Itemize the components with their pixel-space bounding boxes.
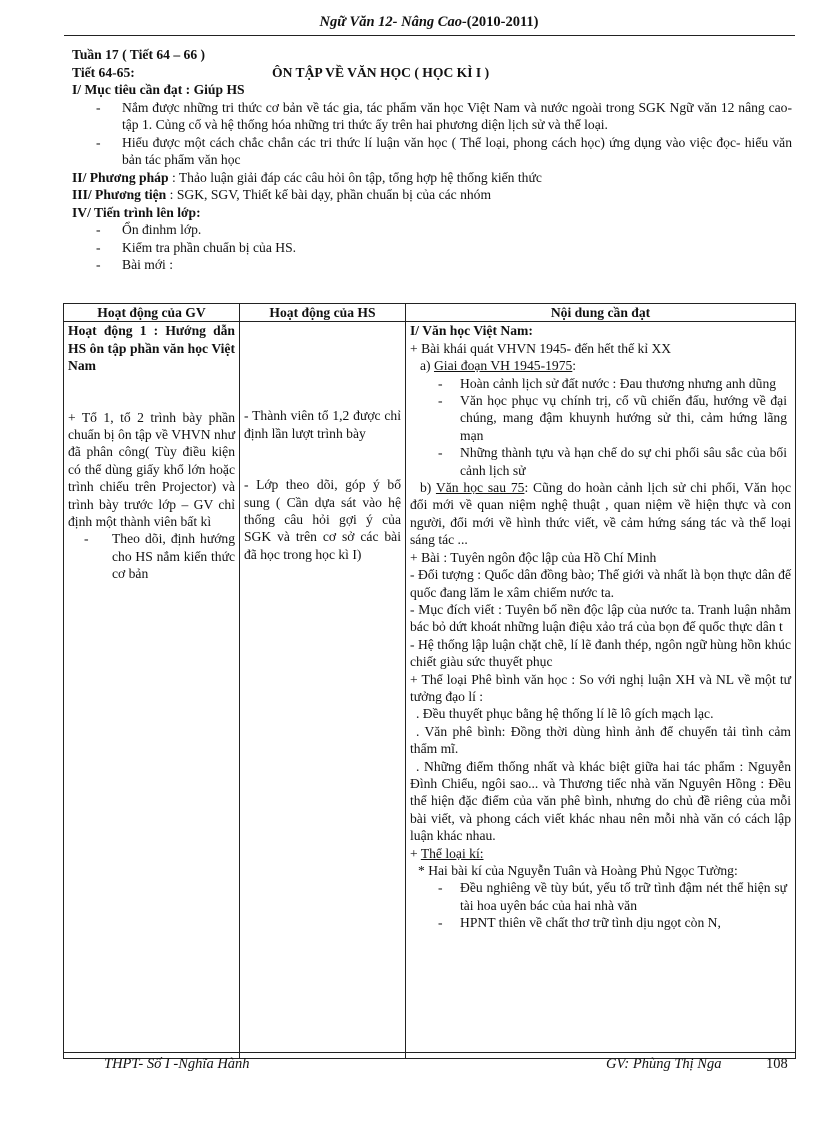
col-header-content: Nội dung cần đạt <box>406 304 796 322</box>
list-item: - Văn học phục vụ chính trị, cổ vũ chiến đấu, hướng về đại chúng, mang đậm khuynh hướng sử thi, cảm hứng lãng mạn <box>410 392 791 444</box>
gv-guide-list <box>68 530 235 582</box>
process-item: - Bài mới : <box>72 256 792 274</box>
gv-activity-title: Hoạt động 1 : Hướng dẫn HS ôn tập phần văn học Việt Nam <box>68 323 235 374</box>
gv-guide: - Theo dõi, định hướng cho HS nắm kiến thức cơ bản <box>68 530 235 582</box>
lesson-plan-table <box>63 303 796 1059</box>
process-list <box>72 221 792 274</box>
criticism-point: . Những điểm thống nhất và khác biệt giữa hai tác phẩm : Nguyễn Đình Chiểu, ngôi sao... và Thương tiếc nhà văn Nguyên Hồng : Đều thể hiện đặc điểm của văn phê bình, nhưng do chủ đề riêng của mỗi bài viết, và phong cách viết khác nhau nên mỗi nhà văn có cách lập luận khác nhau. <box>410 758 791 844</box>
method-line <box>72 169 792 187</box>
lesson-title: ÔN TẬP VỀ VĂN HỌC ( HỌC KÌ I ) <box>272 64 490 80</box>
hs-cell <box>240 322 406 1059</box>
lesson-title-row <box>72 64 792 82</box>
independence-argument: - Hệ thống lập luận chặt chẽ, lí lẽ đanh thép, ngôn ngữ hùng hồn khúc chiết giàu sức thuyết phục <box>410 636 791 670</box>
content-overview: + Bài khái quát VHVN 1945- đến hết thế kỉ XX <box>410 340 672 356</box>
gv-task: + Tổ 1, tổ 2 trình bày phần chuẩn bị ôn tập về VHVN như đã phân công( Tùy điều kiện có thể dùng giấy khổ lớn hoặc trình chiếu trên Projector) và trình bày trước lớp – GV chỉ định một thành viên bất kì <box>68 409 235 530</box>
objectives-heading: I/ Mục tiêu cần đạt : Giúp HS <box>72 82 245 97</box>
process-heading: IV/ Tiến trình lên lớp: <box>72 204 201 220</box>
phase-a-prefix: a) <box>420 358 434 374</box>
memoir-title: Thể loại kí: <box>420 845 484 861</box>
objectives-list <box>72 99 792 169</box>
header-rule <box>64 35 795 36</box>
header-title: Ngữ Văn 12- Nâng Cao- <box>319 14 467 30</box>
header-year: (2010-2011) <box>466 14 539 30</box>
lesson-intro <box>72 46 792 274</box>
page-number: 108 <box>766 1056 788 1072</box>
independence-title: + Bài : Tuyên ngôn độc lập của Hồ Chí Minh <box>410 549 657 565</box>
hs-present: - Thành viên tổ 1,2 được chỉ định lần lượt trình bày <box>244 408 401 441</box>
criticism-title: + Thể loại Phê bình văn học : So với nghị luận XH và NL về một tư tưởng đạo lí : <box>410 671 791 704</box>
process-item: - Ổn đinhm lớp. <box>72 221 792 239</box>
phase-b-title: Văn học sau 75 <box>435 480 525 496</box>
means-text: : SGK, SGV, Thiết kế bài dạy, phần chuẩn bị của các nhóm <box>166 187 492 202</box>
col-header-gv: Hoạt động của GV <box>64 304 240 322</box>
content-heading: I/ Văn học Việt Nam: <box>410 323 533 339</box>
list-item: - HPNT thiên về chất thơ trữ tình dịu ngọt còn N, <box>410 914 791 931</box>
footer-school: THPT- Số I -Nghĩa Hành <box>104 1056 250 1072</box>
memoir-prefix: + <box>410 845 421 861</box>
method-label: II/ Phương pháp <box>72 169 169 185</box>
objective-item: - Nắm được những tri thức cơ bản về tác gia, tác phẩm văn học Việt Nam và nước ngoài trong SGK Ngữ văn 12 nâng cao- tập 1. Củng cố và hệ thống hóa những tri thức ấy trên hai phương diện lịch sử và thể loại. <box>72 99 792 134</box>
memoir-line <box>410 845 791 862</box>
phase-b-prefix: b) <box>420 480 436 496</box>
content-cell <box>406 322 796 1059</box>
means-label: III/ Phương tiện <box>72 187 167 202</box>
page-header <box>64 14 794 31</box>
independence-purpose: - Mục đích viết : Tuyên bố nền độc lập của nước ta. Tranh luận nhằm bác bỏ dứt khoát những luận điệu xảo trá của bọn đế quốc thực dân t <box>410 601 791 635</box>
method-text: : Thảo luận giải đáp các câu hỏi ôn tập, tổng hợp hệ thống kiến thức <box>168 169 542 185</box>
means-line <box>72 186 792 204</box>
list-item: - Những thành tựu và hạn chế do sự chi phối sâu sắc của bối cảnh lịch sử <box>410 444 791 479</box>
col-header-hs: Hoạt động của HS <box>240 304 406 322</box>
memoir-list <box>410 879 791 931</box>
list-item: - Hoàn cảnh lịch sử đất nước : Đau thương nhưng anh dũng <box>410 375 791 392</box>
independence-audience: - Đối tượng : Quốc dân đồng bào; Thế giới và nhất là bọn thực dân đế quốc đang lăm le xâm chiếm nước ta. <box>410 567 791 600</box>
lesson-period: Tiết 64-65: <box>72 64 135 80</box>
hs-feedback: - Lớp theo dõi, góp ý bổ sung ( Cần dựa sát vào hệ thống câu hỏi gợi ý của SGK và trên cơ sở các bài đã học trong học kì I) <box>244 477 401 562</box>
table-row <box>64 322 796 1059</box>
process-item: - Kiểm tra phần chuẩn bị của HS. <box>72 239 792 257</box>
table-header-row <box>64 304 796 322</box>
list-item: - Đều nghiêng về tùy bút, yếu tố trữ tình đậm nét thể hiện sự tài hoa uyên bác của hai nhà văn <box>410 879 791 914</box>
footer-teacher: GV: Phùng Thị Nga <box>606 1056 722 1072</box>
phase-a-line <box>410 357 791 374</box>
objective-item: - Hiểu được một cách chắc chắn các tri thức lí luận văn học ( Thể loại, phong cách học) ứng dụng vào việc đọc- hiểu văn bản tác phẩm văn học <box>72 134 792 169</box>
lesson-week: Tuần 17 ( Tiết 64 – 66 ) <box>72 47 206 62</box>
gv-cell <box>64 322 240 1059</box>
phase-a-title: Giai đoạn VH 1945-1975 <box>433 358 573 374</box>
memoir-intro: * Hai bài kí của Nguyễn Tuân và Hoàng Phủ Ngọc Tường: <box>418 863 738 878</box>
criticism-point: . Đều thuyết phục bằng hệ thống lí lẽ lô gích mạch lạc. <box>416 706 714 722</box>
phase-a-suffix: : <box>572 358 577 374</box>
phase-b-text: : Cũng do hoàn cảnh lịch sử chi phối, Văn học đổi mới về quan niệm nghệ thuật , quan niệm về hiện thực và con người, đổi mới về hình thức viết, về cảm hứng sáng tác và thể loại sáng tác ... <box>410 480 791 548</box>
phase-a-list <box>410 375 791 479</box>
footer-rule <box>64 1052 795 1053</box>
phase-b-paragraph <box>410 479 791 549</box>
criticism-point: . Văn phê bình: Đồng thời dùng hình ảnh để chuyển tải tình cảm thẩm mĩ. <box>410 723 791 757</box>
